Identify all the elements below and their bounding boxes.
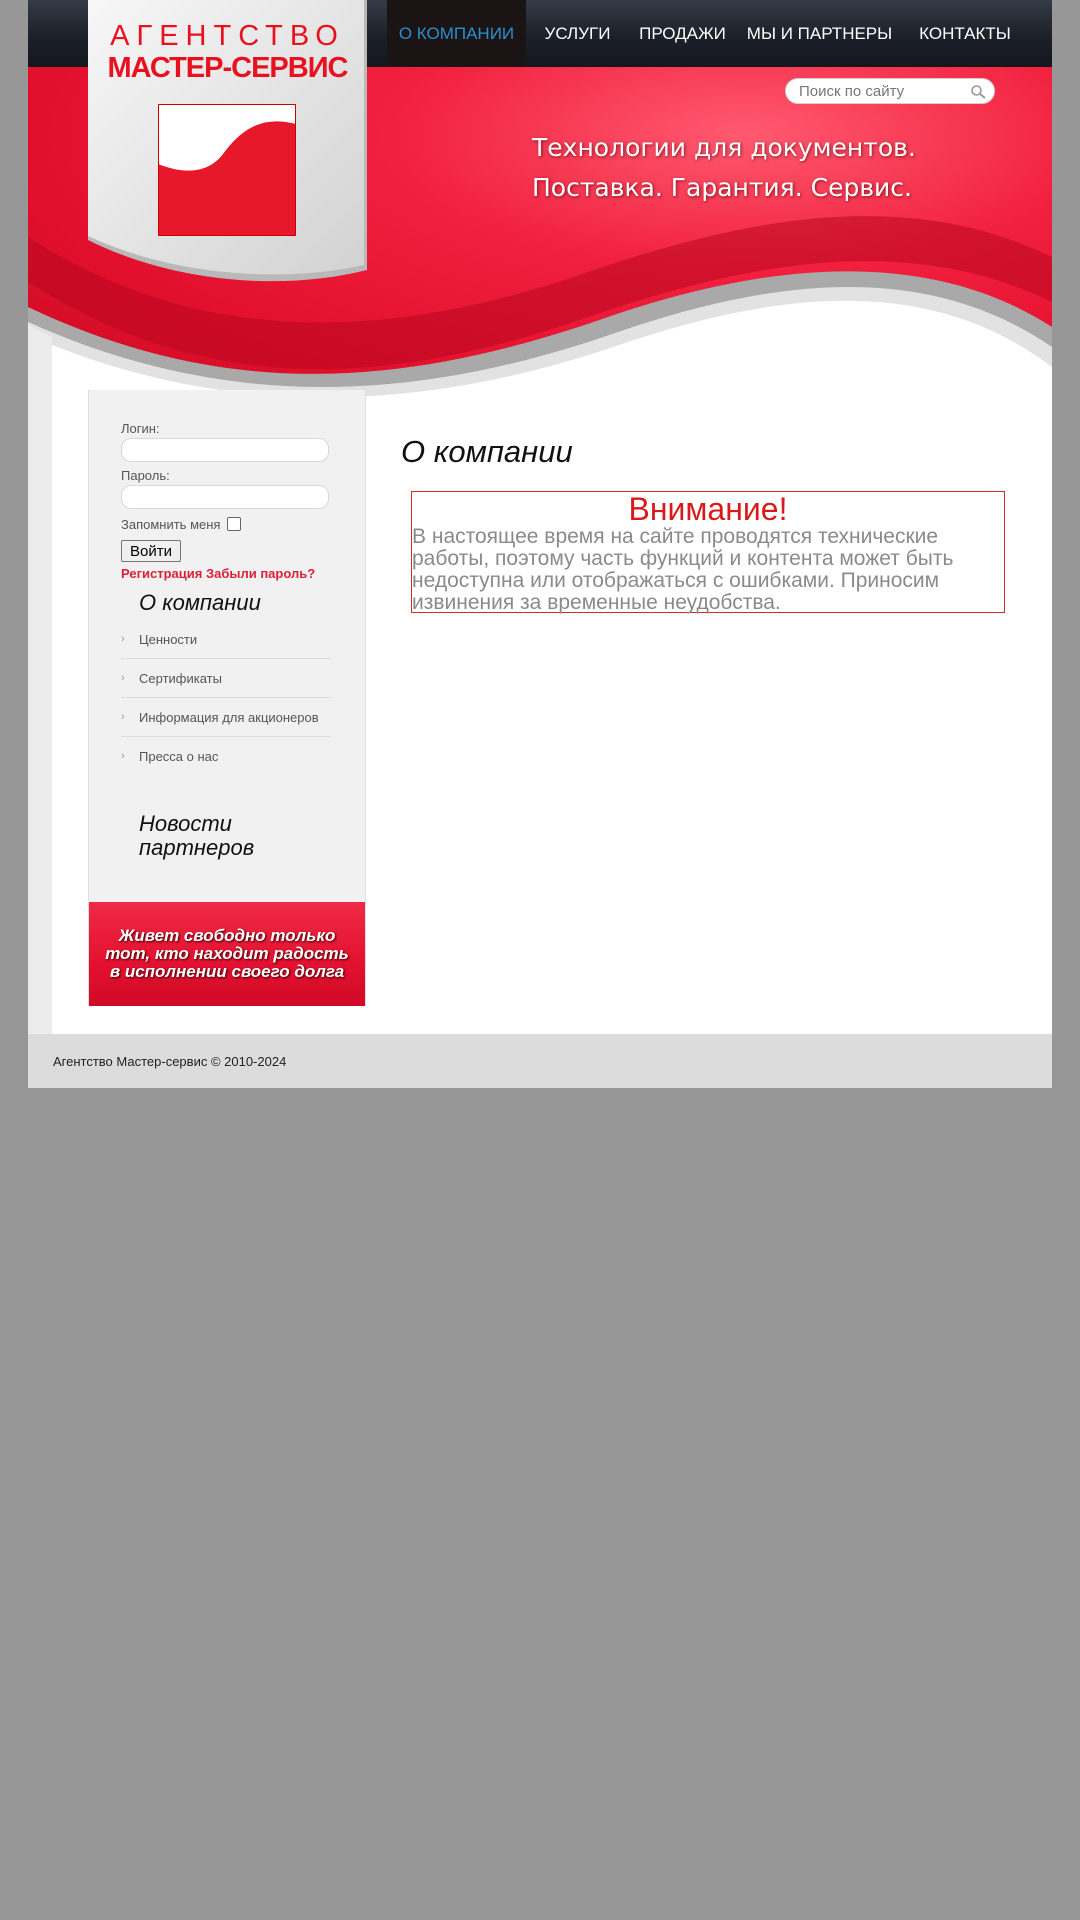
logo-panel[interactable] [88,0,367,282]
chevron-right-icon: › [121,672,125,684]
nav-item-about[interactable]: О КОМПАНИИ [387,0,526,67]
left-page-strip [28,355,52,1034]
login-form [121,422,336,581]
forgot-password-link[interactable]: Забыли пароль? [205,566,316,581]
tagline-line-2: Поставка. Гарантия. Сервис. [532,173,912,202]
login-button[interactable]: Войти [121,540,181,562]
logo-line-1: АГЕНТСТВО [110,20,345,52]
main-nav [387,0,1027,67]
chevron-right-icon: › [121,711,125,723]
password-label: Пароль: [121,468,170,483]
chevron-right-icon: › [121,750,125,762]
logo-line-2: МАСТЕР-СЕРВИС [107,52,348,84]
left-sidebar [88,390,366,1006]
password-field[interactable] [121,485,329,509]
sidebar-item-shareholders[interactable] [121,698,331,737]
login-field[interactable] [121,438,329,462]
tagline-line-1: Технологии для документов. [532,133,916,162]
search-box[interactable] [785,78,995,104]
quote-text: Живет свободно только тот, кто находит радость в исполнении своего долга [105,926,349,981]
remember-me-checkbox[interactable] [227,517,241,531]
register-link[interactable]: Регистрация [121,566,203,581]
sidebar-item-certificates[interactable] [121,659,331,698]
tagline [532,128,916,208]
chevron-right-icon: › [121,633,125,645]
nav-item-services[interactable]: УСЛУГИ [544,23,611,43]
nav-item-contacts[interactable]: КОНТАКТЫ [919,23,1011,43]
search-icon[interactable] [970,84,986,100]
sidebar-item-values[interactable] [121,620,331,659]
copyright-text: Агентство Мастер-сервис © 2010-2024 [53,1054,287,1069]
maintenance-notice [411,491,1005,613]
sidebar-item-label[interactable]: Сертификаты [139,670,222,686]
remember-me-label: Запомнить меня [121,516,221,532]
sidebar-item-label[interactable]: Информация для акционеров [139,709,319,725]
nav-item-sales[interactable]: ПРОДАЖИ [639,23,726,43]
page [28,0,1052,1088]
nav-item-partners[interactable]: МЫ И ПАРТНЕРЫ [746,23,893,43]
login-label: Логин: [121,421,160,436]
footer [28,1034,1052,1088]
page-title: О компании [401,434,573,469]
logo-mark-icon [158,104,296,236]
sidebar-menu [121,620,331,775]
partner-news-title: Новости партнеров [139,811,255,860]
sidebar-item-label[interactable]: Пресса о нас [139,748,219,764]
remember-me-row [121,516,336,532]
auth-links [121,566,336,581]
sidebar-section-title: О компании [139,590,261,615]
quote-banner [89,902,365,1006]
sidebar-item-press[interactable] [121,737,331,775]
search-input[interactable] [797,82,971,101]
notice-text: В настоящее время на сайте проводятся технические работы, поэтому часть функций и контента может быть недоступна или отображаться с ошибками. Приносим извинения за временные неудобства. [412,525,954,614]
sidebar-item-label[interactable]: Ценности [139,631,198,647]
notice-title: Внимание! [628,491,788,527]
